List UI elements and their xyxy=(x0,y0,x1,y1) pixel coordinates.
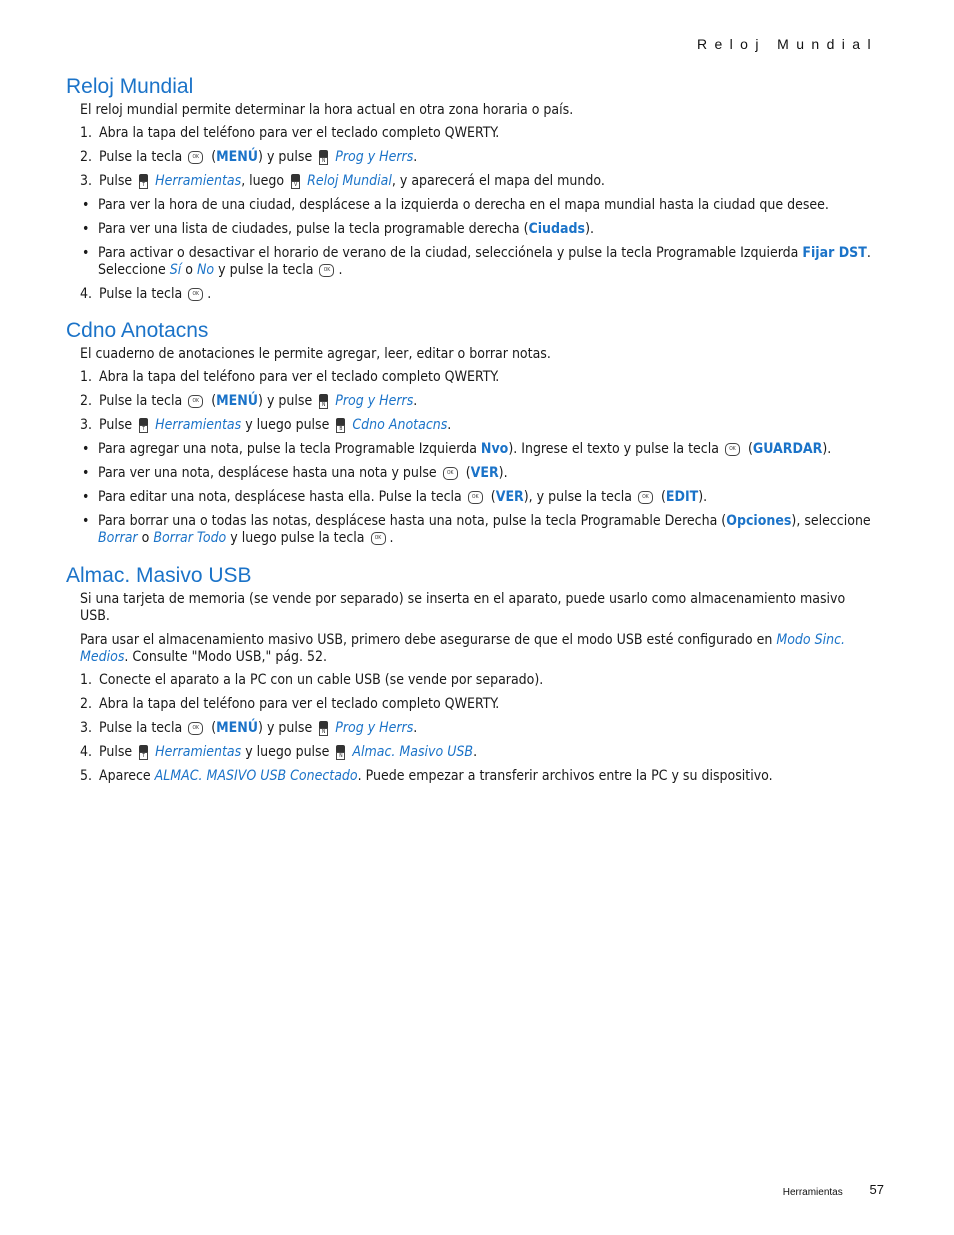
punct: . xyxy=(413,720,418,736)
page-footer xyxy=(783,1182,884,1198)
step-text: , y aparecerá el mapa del mundo. xyxy=(391,173,605,189)
nav-key-icon xyxy=(138,418,149,433)
nav-key-icon xyxy=(318,394,329,409)
step-text: Aparece xyxy=(99,768,151,784)
bullet-text: Para ver una nota, desplácese hasta una nota y pulse xyxy=(98,465,437,481)
step-number: 2. xyxy=(80,393,93,409)
paren: ( xyxy=(211,149,217,165)
section-reloj-mundial xyxy=(66,74,878,303)
option-label: Borrar Todo xyxy=(153,530,227,546)
step-item xyxy=(66,720,878,737)
section-paragraph: Si una tarjeta de memoria (se vende por separado) se inserta en el aparato, puede usarlo como almacenamiento masivo USB. xyxy=(80,591,846,624)
menu-path-link: Prog y Herrs xyxy=(335,149,414,165)
softkey-label: EDIT xyxy=(665,489,699,505)
bullet-item: • Para ver la hora de una ciudad, desplácese a la izquierda o derecha en el mapa mundial hasta la ciudad que desee. xyxy=(82,197,878,214)
bullet-item xyxy=(82,245,878,279)
paren: ( xyxy=(465,465,471,481)
section-paragraph xyxy=(80,632,878,666)
section-intro: El cuaderno de anotaciones le permite agregar, leer, editar o borrar notas. xyxy=(80,346,551,362)
paren: ( xyxy=(211,393,217,409)
punct: . xyxy=(207,286,212,302)
step-item xyxy=(66,173,878,279)
section-title: Reloj Mundial xyxy=(66,75,194,98)
menu-path-link: Prog y Herrs xyxy=(335,720,414,736)
nav-key-icon xyxy=(138,745,149,760)
bullet-text: Para editar una nota, desplácese hasta ella. Pulse la tecla xyxy=(98,489,462,505)
step-number: 2. xyxy=(80,149,93,165)
ok-key-icon xyxy=(188,151,203,164)
ok-key-icon xyxy=(468,491,483,504)
step-text: Pulse la tecla xyxy=(99,286,183,302)
bullet-text: y pulse la tecla xyxy=(218,262,314,278)
page-content xyxy=(66,74,878,792)
softkey-label: VER xyxy=(495,489,524,505)
bullet-list xyxy=(82,441,878,547)
punct: . xyxy=(389,530,394,546)
step-number: 5. xyxy=(80,768,93,784)
menu-path-link: Reloj Mundial xyxy=(307,173,392,189)
step-number: 4. xyxy=(80,744,93,760)
step-item xyxy=(66,696,878,713)
bullet-text: . Seleccione xyxy=(98,245,871,278)
nav-key-icon xyxy=(290,174,301,189)
nav-key-icon xyxy=(138,174,149,189)
paragraph-text: . Consulte "Modo USB," pág. 52. xyxy=(124,649,328,665)
step-text: , luego xyxy=(241,173,285,189)
running-header: Reloj Mundial xyxy=(696,36,878,52)
step-number: 3. xyxy=(80,417,93,433)
nav-key-icon xyxy=(335,418,346,433)
step-text: ) y pulse xyxy=(258,149,313,165)
section-title: Almac. Masivo USB xyxy=(66,564,252,587)
step-item xyxy=(66,744,878,761)
softkey-label: Fijar DST xyxy=(802,245,867,261)
step-item xyxy=(66,768,878,785)
bullet-text: ), seleccione xyxy=(791,513,871,529)
softkey-label: MENÚ xyxy=(216,393,259,409)
punct: . xyxy=(473,744,478,760)
paren: ( xyxy=(660,489,666,505)
softkey-label: Ciudads xyxy=(528,221,586,237)
ok-key-icon xyxy=(638,491,653,504)
step-text: Pulse xyxy=(99,417,133,433)
step-text: ) y pulse xyxy=(258,393,313,409)
steps-list xyxy=(66,369,878,547)
bullet-item xyxy=(82,465,878,482)
step-number: 1. xyxy=(80,125,93,141)
step-text: Abra la tapa del teléfono para ver el teclado completo QWERTY. xyxy=(99,369,500,385)
step-text: Abra la tapa del teléfono para ver el teclado completo QWERTY. xyxy=(99,125,500,141)
footer-section-name: Herramientas xyxy=(782,1187,843,1198)
section-intro: El reloj mundial permite determinar la hora actual en otra zona horaria o país. xyxy=(80,102,574,118)
step-number: 3. xyxy=(80,720,93,736)
step-text: Pulse la tecla xyxy=(99,720,183,736)
punct: ). xyxy=(822,441,832,457)
option-label: Borrar xyxy=(98,530,138,546)
step-text: y luego pulse xyxy=(245,744,330,760)
step-item xyxy=(66,149,878,166)
menu-path-link: Prog y Herrs xyxy=(335,393,414,409)
step-text: Pulse la tecla xyxy=(99,393,183,409)
ok-key-icon xyxy=(319,264,334,277)
bullet-text: ), y pulse la tecla xyxy=(523,489,632,505)
softkey-label: MENÚ xyxy=(216,720,259,736)
menu-path-link: Cdno Anotacns xyxy=(352,417,448,433)
step-text: Pulse xyxy=(99,744,133,760)
ok-key-icon xyxy=(371,532,386,545)
punct: ). xyxy=(585,221,594,237)
paren: ( xyxy=(490,489,496,505)
step-text: Pulse xyxy=(99,173,133,189)
option-label: Sí xyxy=(169,262,182,278)
step-item xyxy=(66,369,878,386)
nav-key-icon xyxy=(335,745,346,760)
ok-key-icon xyxy=(188,288,203,301)
punct: ). xyxy=(498,465,508,481)
bullet-text: Para ver una lista de ciudades, pulse la tecla programable derecha ( xyxy=(98,221,529,237)
steps-list xyxy=(66,125,878,303)
step-number: 4. xyxy=(80,286,93,302)
step-item xyxy=(66,417,878,547)
punct: . xyxy=(338,262,343,278)
ok-key-icon xyxy=(443,467,458,480)
softkey-label: Opciones xyxy=(726,513,792,529)
step-text: Abra la tapa del teléfono para ver el teclado completo QWERTY. xyxy=(99,696,500,712)
menu-path-link: Herramientas xyxy=(155,173,242,189)
paren: ( xyxy=(211,720,217,736)
paren: ( xyxy=(747,441,753,457)
step-text: Conecte el aparato a la PC con un cable USB (se vende por separado). xyxy=(99,672,544,688)
section-title: Cdno Anotacns xyxy=(66,319,209,342)
punct: . xyxy=(413,149,418,165)
bullet-text: Para activar o desactivar el horario de verano de la ciudad, selecciónela y pulse la tecla Programable Izquierda xyxy=(98,245,799,261)
bullet-item xyxy=(82,441,878,458)
step-text: ) y pulse xyxy=(258,720,313,736)
nav-key-icon xyxy=(318,150,329,165)
bullet-text: y luego pulse la tecla xyxy=(230,530,365,546)
step-text: Pulse la tecla xyxy=(99,149,183,165)
menu-path-link: Modo Sinc. Medios xyxy=(80,632,846,665)
ok-key-icon xyxy=(188,395,203,408)
menu-path-link: Herramientas xyxy=(155,744,242,760)
section-cdno-anotacns xyxy=(66,318,878,547)
bullet-text: o xyxy=(185,262,194,278)
ok-key-icon xyxy=(188,722,203,735)
bullet-list xyxy=(82,197,878,279)
punct: ). xyxy=(698,489,708,505)
step-text: y luego pulse xyxy=(245,417,330,433)
punct: . xyxy=(413,393,418,409)
bullet-item xyxy=(82,489,878,506)
bullet-item xyxy=(82,221,878,238)
step-item xyxy=(66,125,878,142)
punct: . xyxy=(447,417,452,433)
steps-list xyxy=(66,672,878,785)
bullet-text: o xyxy=(141,530,150,546)
step-item xyxy=(66,672,878,689)
step-text: . Puede empezar a transferir archivos entre la PC y su dispositivo. xyxy=(357,768,773,784)
step-number: 3. xyxy=(80,173,93,189)
step-item xyxy=(66,286,878,303)
bullet-text: Para borrar una o todas las notas, desplácese hasta una nota, pulse la tecla Programable Derecha ( xyxy=(98,513,727,529)
status-message: ALMAC. MASIVO USB Conectado xyxy=(154,768,358,784)
softkey-label: MENÚ xyxy=(216,149,259,165)
softkey-label: Nvo xyxy=(480,441,509,457)
section-almac-masivo-usb xyxy=(66,563,878,785)
softkey-label: VER xyxy=(470,465,499,481)
option-label: No xyxy=(197,262,215,278)
paragraph-text: Para usar el almacenamiento masivo USB, primero debe asegurarse de que el modo USB esté configurado en xyxy=(80,632,773,648)
bullet-text: Para agregar una nota, pulse la tecla Programable Izquierda xyxy=(98,441,477,457)
bullet-text: ). Ingrese el texto y pulse la tecla xyxy=(508,441,719,457)
nav-key-icon xyxy=(318,721,329,736)
menu-path-link: Almac. Masivo USB xyxy=(352,744,474,760)
step-item xyxy=(66,393,878,410)
bullet-item xyxy=(82,513,878,547)
ok-key-icon xyxy=(725,443,740,456)
menu-path-link: Herramientas xyxy=(155,417,242,433)
step-number: 1. xyxy=(80,672,93,688)
step-number: 1. xyxy=(80,369,93,385)
softkey-label: GUARDAR xyxy=(752,441,823,457)
step-number: 2. xyxy=(80,696,93,712)
page-number: 57 xyxy=(869,1182,884,1197)
